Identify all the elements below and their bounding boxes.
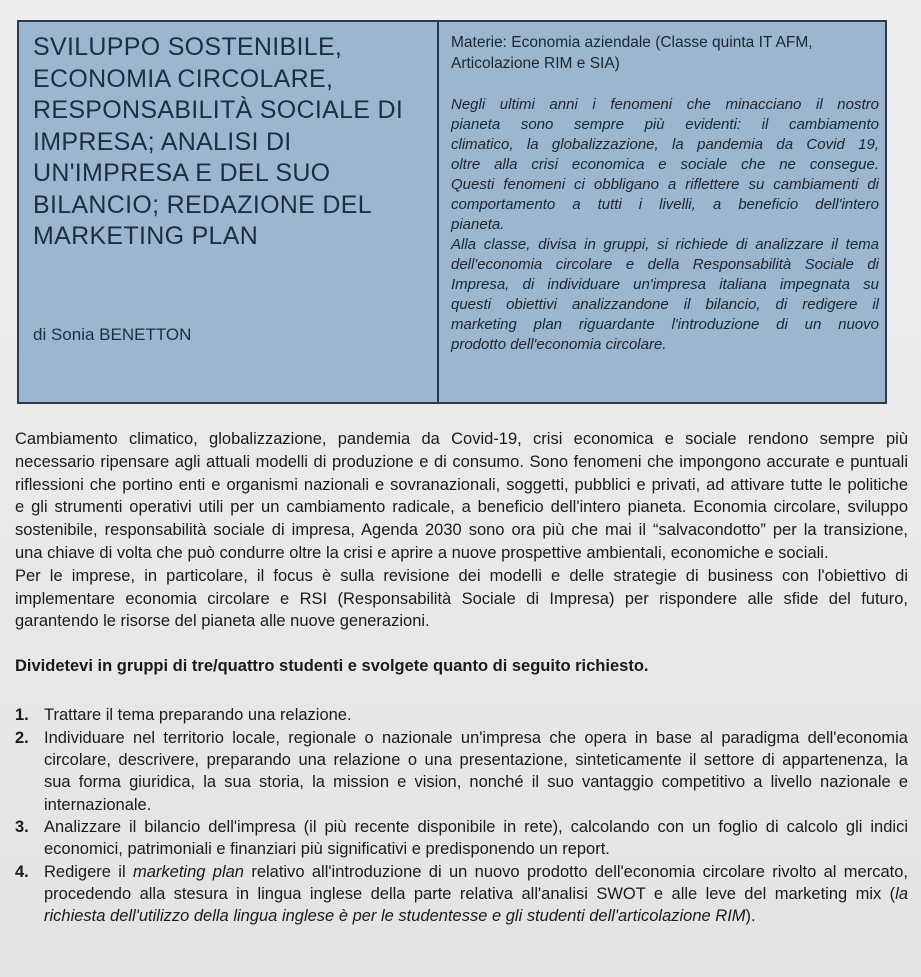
task-text (44, 861, 908, 928)
summary-panel (441, 22, 881, 402)
task-line (44, 883, 908, 905)
body-line: e gli strumenti operativi utili per un cambiamento radicale, a beneficio dell'intero pianeta. Economia circolare, sviluppo (15, 498, 908, 517)
task-number: 1. (15, 706, 29, 724)
task-line-emphasis: la (895, 884, 908, 903)
title-panel (19, 22, 439, 402)
intro-line: dell'economia circolare e della Responsabilità Sociale di (451, 256, 879, 273)
body-line: implementare economia circolare e RSI (Responsabilità Sociale di Impresa) per rispondere alle sfide del futuro, (15, 589, 908, 608)
document-title (33, 32, 433, 253)
title-line: RESPONSABILITÀ SOCIALE DI (33, 96, 404, 124)
subject-line: Articolazione RIM e SIA) (451, 55, 620, 72)
task-item (15, 727, 908, 816)
task-item (15, 704, 908, 726)
body-line: sostenibile, responsabilità sociale di impresa, Agenda 2030 sono ora più che mai il “salvacondotto” per la transizione, (15, 521, 908, 540)
instruction-heading: Dividetevi in gruppi di tre/quattro studenti e svolgete quanto di seguito richiesto. (15, 657, 649, 675)
intro-line: Questi fenomeni ci obbligano a riflettere su cambiamenti di (451, 176, 879, 193)
task-line: internazionale. (44, 795, 152, 814)
task-line: Analizzare il bilancio dell'impresa (il più recente disponibile in rete), calcolando con un foglio di calcolo gli indici (44, 817, 908, 836)
task-line-part: procedendo alla stesura in lingua inglese della parte relativa all'analisi SWOT e alle leve del marketing mix ( (44, 884, 896, 903)
title-line: BILANCIO; REDAZIONE DEL (33, 190, 372, 219)
intro-line: marketing plan riguardante l'introduzione di un nuovo (451, 316, 879, 333)
intro-line: Alla classe, divisa in gruppi, si richiede di analizzare il tema (451, 236, 879, 253)
task-line: sua forma giuridica, la sua storia, la mission e vision, nonché il suo vantaggio competitivo a livello nazionale e (44, 773, 908, 792)
task-number: 4. (15, 862, 29, 881)
intro-line: Impresa, di individuare un'impresa italiana impegnata su (451, 276, 879, 293)
task-item (15, 861, 908, 928)
author-byline: di Sonia BENETTON (33, 325, 192, 344)
intro-line: oltre alla crisi economica e sociale che ne consegue. (451, 156, 879, 173)
body-line: una chiave di volta che può condurre oltre la crisi e aprire a nuove prospettive ambientali, economiche e sociali. (15, 543, 829, 562)
body-line: Cambiamento climatico, globalizzazione, pandemia da Covid-19, crisi economica e sociale rendono sempre più (15, 430, 908, 448)
title-line: SVILUPPO SOSTENIBILE, (33, 33, 343, 61)
task-text (44, 816, 908, 861)
task-line-emphasis: marketing plan (132, 862, 244, 881)
task-line-emphasis: richiesta dell'utilizzo della lingua inglese è per le studentesse e gli studenti dell'articolazione RIM (44, 907, 746, 926)
task-line-part: Redigere il (44, 862, 133, 881)
subject-info (451, 32, 879, 74)
task-line: circolare, descrivere, preparando una relazione o una presentazione, sinteticamente il settore di appartenenza, la (44, 751, 908, 770)
intro-abstract (451, 95, 879, 355)
intro-line: Negli ultimi anni i fenomeni che minacciano il nostro (451, 96, 879, 113)
header-box (17, 20, 887, 404)
intro-line: prodotto dell'economia circolare. (451, 336, 667, 353)
task-line-part: relativo all'introduzione di un nuovo prodotto dell'economia circolare rivolto al mercato, (243, 862, 908, 881)
intro-line: questi obiettivi analizzandone il bilancio, di redigere il (451, 296, 879, 313)
task-line (44, 861, 908, 883)
body-line: Per le imprese, in particolare, il focus è sulla revisione dei modelli e delle strategie di business con l'obiettivo di (15, 566, 908, 585)
body-paragraphs (15, 428, 908, 633)
intro-line: climatico, la globalizzazione, la pandemia da Covid 19, (451, 136, 879, 153)
task-item (15, 816, 908, 861)
task-line: Trattare il tema preparando una relazione. (44, 706, 352, 724)
task-text (44, 704, 908, 726)
subject-line: Materie: Economia aziendale (Classe quinta IT AFM, (451, 34, 813, 51)
intro-line: comportamento a tutti i livelli, a beneficio dell'intero (451, 196, 879, 213)
task-number: 2. (15, 728, 29, 747)
task-line: economici, patrimoniali e finanziari più significativi e predisponendo un report. (44, 840, 610, 859)
task-number: 3. (15, 817, 29, 836)
intro-line: pianeta sono sempre più evidenti: il cambiamento (451, 116, 879, 133)
title-line: UN'IMPRESA E DEL SUO (33, 159, 331, 187)
task-list (15, 704, 908, 927)
body-line: garantendo le risorse del pianeta alle nuove generazioni. (15, 612, 430, 631)
intro-line: pianeta. (451, 216, 505, 233)
body-line: necessario ripensare agli attuali modelli di produzione e di consumo. Sono fenomeni che impongono accurate e puntuali (15, 452, 908, 471)
task-line-part: ). (745, 907, 756, 926)
task-line (44, 905, 908, 927)
title-line: ECONOMIA CIRCOLARE, (33, 64, 334, 93)
title-line: MARKETING PLAN (33, 222, 259, 250)
body-line: riflessioni che portino enti e organismi nazionali e sovranazionali, soggetti, pubblici e privati, ad attivare tutte le politiche (15, 475, 908, 494)
title-line: IMPRESA; ANALISI DI (33, 127, 292, 156)
task-line: Individuare nel territorio locale, regionale o nazionale un'impresa che opera in base al paradigma dell'economia (44, 728, 908, 747)
task-text (44, 727, 908, 816)
